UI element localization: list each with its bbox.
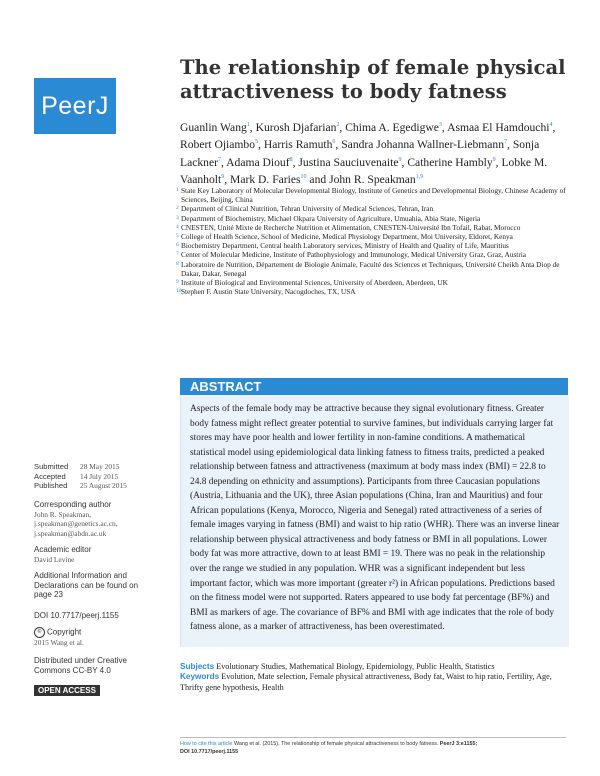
author-sup: 10 (300, 174, 307, 181)
email-link[interactable]: j.speakman@abdn.ac.uk (34, 528, 107, 538)
footer-divider (180, 737, 566, 738)
author[interactable]: Mark D. Faries (230, 172, 301, 186)
affiliation: 9 Institute of Biological and Environmental Sciences, University of Aberdeen, Aberdeen, UK (176, 278, 448, 288)
affiliation: 10 Stephen F. Austin State University, Nacogdoches, TX, USA (176, 287, 356, 297)
additional-info[interactable] (34, 571, 158, 600)
copyright-text: 2015 Wang et al. (34, 638, 84, 647)
author[interactable]: Robert Ojiambo (180, 138, 256, 152)
author[interactable]: John R. Speakman (329, 172, 416, 186)
citation (180, 741, 565, 756)
date-accepted: Accepted 14 July 2015 (34, 471, 119, 481)
copyright-heading: Copyright (47, 627, 82, 637)
editor-name: David Levine (34, 554, 75, 564)
date-published: Published 25 August 2015 (34, 481, 127, 490)
publication-dates (34, 462, 127, 491)
author-list: Guanlin Wang$^1$, Kurosh Djafarian$^2$, Chima A. Egedigwe$^3$, Asmaa El Hamdouchi$^4$, Robert Ojiambo$^5$, Harris Ramuth$^6$, Sandra Johanna Wallner-Liebmann$^7$, Sonja Lackner$^7$, Adama Diouf$^8$, Justina Sauciuvenaite$^9$, Catherine Hambly$^9$, Lobke M. Vaanholt$^9$, Mark D. Faries$^{10}$ and John R. Speakman$^{1,9}$ (180, 120, 556, 186)
author-sup: 6 (332, 139, 336, 146)
affiliation: 7 Center of Molecular Medicine, Institute of Pathophysiology and Immunology, Medical University Graz, Graz, Austria (176, 250, 527, 260)
affiliation: 8 Laboratoire de Nutrition, Département de Biologie Animale, Faculté des Sciences et Techniques, Université Cheikh Anta Diop de Dakar, Dakar, Senegal (176, 259, 560, 278)
affiliation: 4 CNESTEN, Unité Mixte de Recherche Nutrition et Alimentation, CNESTEN-Université Ibn Tofail, Rabat, Morocco (176, 222, 521, 232)
author-sup: 1,9 (415, 174, 424, 181)
author[interactable]: Lobke M. Vaanholt (180, 155, 548, 186)
license-text: Distributed under Creative Commons CC-BY 4.0 (34, 656, 127, 675)
author[interactable]: Guanlin Wang (180, 120, 247, 134)
additional-info-text: Additional Information and Declarations can be found on page 23 (34, 571, 139, 599)
doi[interactable] (34, 611, 119, 621)
author-sup: 4 (549, 122, 553, 128)
subjects-text: Evolutionary Studies, Mathematical Biology, Epidemiology, Public Health, Statistics (216, 662, 495, 671)
copyright-icon: © (34, 627, 45, 638)
author[interactable]: Sandra Johanna Wallner-Liebmann (341, 138, 505, 152)
author[interactable]: Adama Diouf (226, 155, 290, 169)
cite-journal: PeerJ 3:e1155; (439, 741, 478, 747)
author-sup: 2 (336, 122, 340, 128)
editor-heading: Academic editor (34, 545, 92, 554)
corresponding-author (34, 500, 118, 538)
author-sup: 7 (504, 139, 508, 146)
date-submitted: Submitted 28 May 2015 (34, 462, 120, 471)
cite-label: How to cite this article (180, 741, 233, 747)
corresponding-heading: Corresponding author (34, 500, 112, 509)
cite-text: Wang et al. (2015), The relationship of female physical attractiveness to body fatness. (233, 741, 439, 747)
copyright (34, 627, 84, 648)
author[interactable]: Asmaa El Hamdouchi (447, 120, 550, 134)
email-link[interactable]: j.speakman@genetics.ac.cn, (34, 519, 118, 528)
author-sup: 1 (246, 122, 250, 128)
author-sup: 8 (289, 156, 293, 163)
affiliation: 6 Biochemistry Department, Central health Laboratory services, Ministry of Health and Quality of Life, Mauritius (176, 241, 509, 251)
affiliation: 1 State Key Laboratory of Molecular Developmental Biology, Institute of Genetics and Developmental Biology, Chinese Academy of Sciences, Beijing, China (176, 186, 566, 205)
author[interactable]: Kurosh Djafarian (255, 120, 337, 134)
author[interactable]: Justina Sauciuvenaite (298, 155, 399, 169)
keywords-label: Keywords (180, 672, 220, 682)
author-sup: 3 (438, 122, 442, 128)
subjects-label: Subjects (180, 662, 215, 671)
peerj-logo: PeerJ (34, 78, 116, 134)
author[interactable]: Chima A. Egedigwe (345, 120, 439, 134)
cite-doi[interactable]: DOI 10.7717/peerj.1155 (180, 748, 239, 755)
author[interactable]: Catherine Hambly (407, 155, 493, 169)
author[interactable]: Harris Ramuth (263, 138, 333, 152)
affiliation: 3 Department of Biochemistry, Michael Okpara University of Agriculture, Umuahia, Abia State, Nigeria (176, 213, 481, 223)
affiliation: 5 College of Health Science, School of Medicine, Medical Physiology Department, Moi University, Eldoret, Kenya (176, 232, 513, 242)
author-sup: 5 (255, 139, 259, 146)
affiliation: 2 Department of Clinical Nutrition, Tehran University of Medical Sciences, Tehran, Iran (176, 204, 434, 214)
author[interactable]: Sonja Lackner (180, 138, 540, 169)
subjects-keywords (180, 662, 570, 693)
doi-text: DOI 10.7717/peerj.1155 (34, 611, 119, 620)
abstract-heading: ABSTRACT (180, 378, 568, 395)
author-sup: 9 (221, 174, 225, 181)
academic-editor (34, 545, 91, 564)
corresponding-name: John R. Speakman, (34, 509, 92, 519)
author-sup: 9 (492, 156, 496, 163)
article-title: The relationship of female physical attractiveness to body fatness (180, 56, 566, 103)
author-sup: 9 (398, 156, 402, 163)
open-access-badge: OPEN ACCESS (34, 685, 100, 696)
license[interactable] (34, 656, 162, 675)
affiliation-list (176, 186, 571, 296)
abstract-text: Aspects of the female body may be attractive because they signal evolutionary fitness. Greater body fatness might reflect greater potential to survive famines, but individuals carrying larger fat stores may have poor health and lower fertility in non-famine conditions. A mathematical statistical model using epidemiological data linking fatness to fitness traits, predicted a peaked relationship between fatness and attractiveness (maximum at body mass index (BMI) = 22.8 to 24.8 depending on ethnicity and assumptions). Participants from three Caucasian populations (Austria, Lithuania and the UK), three Asian populations (China, Iran and Mauritius) and four African populations (Kenya, Morocco, Nigeria and Senegal) rated attractiveness of a series of female images varying in fatness (BMI) and waist to hip ratio (WHR). There was an inverse linear relationship between physical attractiveness and body fatness or BMI in all populations. Lower body fat was more attractive, down to at least BMI = 19. There was no peak in the relationship over the range we studied in any population. WHR was a significant independent but less important factor, which was more important (greater r²) in African populations. Predictions based on the fitness model were not supported. Raters appeared to use body fat percentage (BF%) and BMI as markers of age. The covariance of BF% and BMI with age indicates that the role of body fatness alone, as a marker of attractiveness, has been overestimated. (190, 404, 560, 633)
keywords-text: Evolution, Mate selection, Female physical attractiveness, Body fat, Waist to hip ratio, Fertility, Age, Thrifty gene hypothesis, Health (180, 672, 552, 692)
author-sup: 7 (217, 156, 221, 163)
